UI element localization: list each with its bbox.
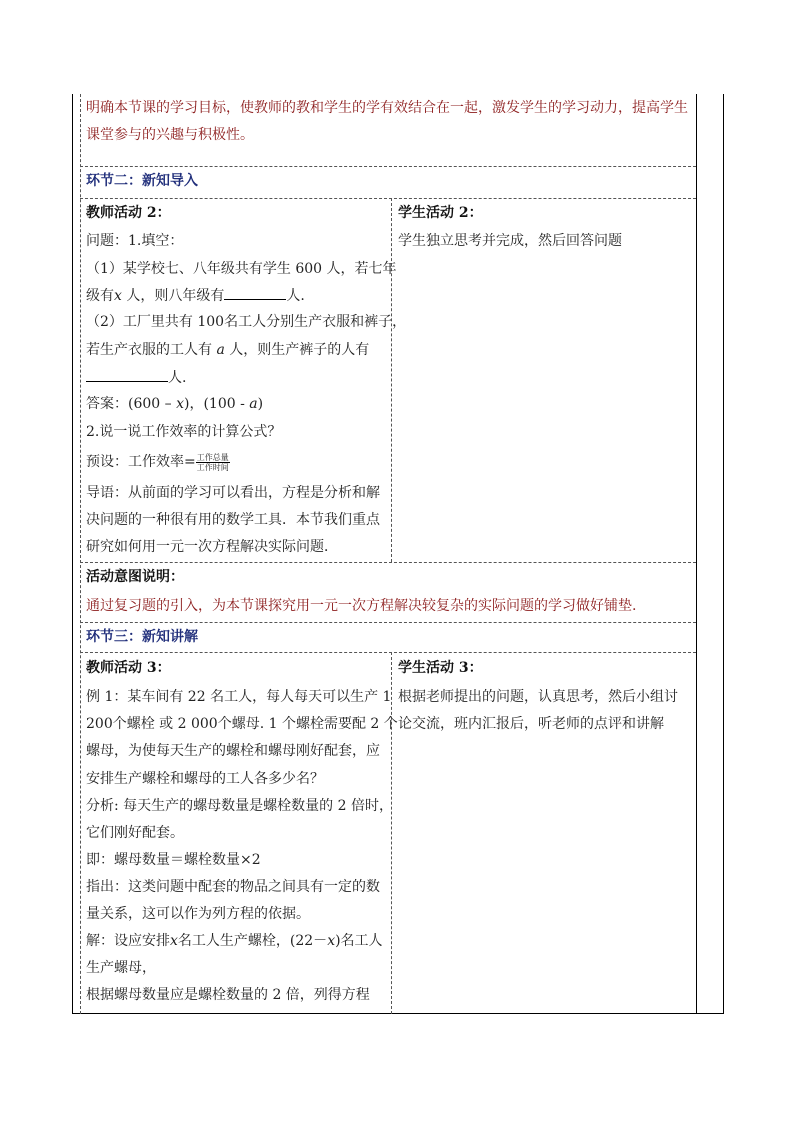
analysis-line-2: 它们刚好配套。 xyxy=(86,825,184,841)
intro-line-1: 明确本节课的学习目标，使教师的教和学生的学有效结合在一起，激发学生的学习动力，提高学生 xyxy=(86,100,688,116)
student-activity-3-line-2: 论交流，班内汇报后，听老师的点评和讲解 xyxy=(398,716,664,732)
column-divider xyxy=(391,198,392,562)
section-3-title: 环节三：新知讲解 xyxy=(86,629,198,645)
student-activity-3-heading: 学生活动 3： xyxy=(398,660,483,676)
guide-line-2: 决问题的一种很有用的数学工具．本节我们重点 xyxy=(86,512,380,528)
table-inner-right-border xyxy=(696,94,697,1014)
question-1-line-2: 级有x 人，则八年级有 人. xyxy=(86,285,305,306)
row-divider xyxy=(80,652,696,653)
solution-line-1: 解：设应安排x名工人生产螺栓，(22－x)名工人 xyxy=(86,933,383,949)
guide-line-1: 导语：从前面的学习可以看出，方程是分析和解 xyxy=(86,485,380,501)
answer-line: 答案：(600 – x)，(100 - a) xyxy=(86,396,264,412)
table-inner-left-border xyxy=(80,94,81,1014)
question-1-line-1: （1）某学校七、八年级共有学生 600 人，若七年 xyxy=(86,261,397,277)
row-divider xyxy=(80,166,696,167)
efficiency-fraction: $\frac{\text{工作总量}}{\text{工作时间}}$ xyxy=(196,452,229,472)
activity-intent-heading: 活动意图说明： xyxy=(86,569,184,585)
student-activity-2-text: 学生独立思考并完成，然后回答问题 xyxy=(398,233,622,249)
activity-intent-text: 通过复习题的引入，为本节课探究用一元一次方程解决较复杂的实际问题的学习做好铺垫. xyxy=(86,598,637,614)
point-line-1: 指出：这类问题中配套的物品之间具有一定的数 xyxy=(86,879,380,895)
example-line-1: 例 1：某车间有 22 名工人，每人每天可以生产 1 xyxy=(86,689,392,705)
preset-formula: 预设：工作效率= $\frac{\text{工作总量}}{\text{工作时间}}$ xyxy=(86,452,229,472)
equation-line: 即：螺母数量＝螺栓数量×2 xyxy=(86,852,261,868)
student-activity-2-heading: 学生活动 2： xyxy=(398,205,483,221)
question-3: 2.说一说工作效率的计算公式？ xyxy=(86,424,282,440)
answer-blank xyxy=(86,367,168,382)
row-divider xyxy=(80,562,696,563)
intro-line-2: 课堂参与的兴趣与积极性。 xyxy=(86,127,254,143)
example-line-3: 螺母，为使每天生产的螺栓和螺母刚好配套，应 xyxy=(86,743,380,759)
example-line-2: 200个螺栓 或 2 000个螺母. 1 个螺栓需要配 2 个 xyxy=(86,716,398,732)
teacher-activity-2-heading: 教师活动 2： xyxy=(86,205,171,221)
guide-line-3: 研究如何用一元一次方程解决实际问题． xyxy=(86,539,338,555)
point-line-2: 量关系，这可以作为列方程的依据。 xyxy=(86,906,310,922)
section-2-title: 环节二：新知导入 xyxy=(86,173,198,189)
question-2-line-3: 人. xyxy=(86,367,186,388)
question-title: 问题：1.填空： xyxy=(86,233,184,249)
row-divider xyxy=(80,622,696,623)
question-2-line-1: （2）工厂里共有 100名工人分别生产衣服和裤子， xyxy=(86,314,407,330)
student-activity-3-line-1: 根据老师提出的问题，认真思考，然后小组讨 xyxy=(398,689,678,705)
row-divider xyxy=(80,198,696,199)
answer-blank xyxy=(224,285,286,300)
solution-line-3: 根据螺母数量应是螺栓数量的 2 倍，列得方程 xyxy=(86,987,370,1003)
analysis-line-1: 分析: 每天生产的螺母数量是螺栓数量的 2 倍时， xyxy=(86,798,393,814)
teacher-activity-3-heading: 教师活动 3： xyxy=(86,660,171,676)
question-2-line-2: 若生产衣服的工人有 a 人，则生产裤子的人有 xyxy=(86,342,370,358)
solution-line-2: 生产螺母， xyxy=(86,960,156,976)
example-line-4: 安排生产螺栓和螺母的工人各多少名？ xyxy=(86,771,324,787)
